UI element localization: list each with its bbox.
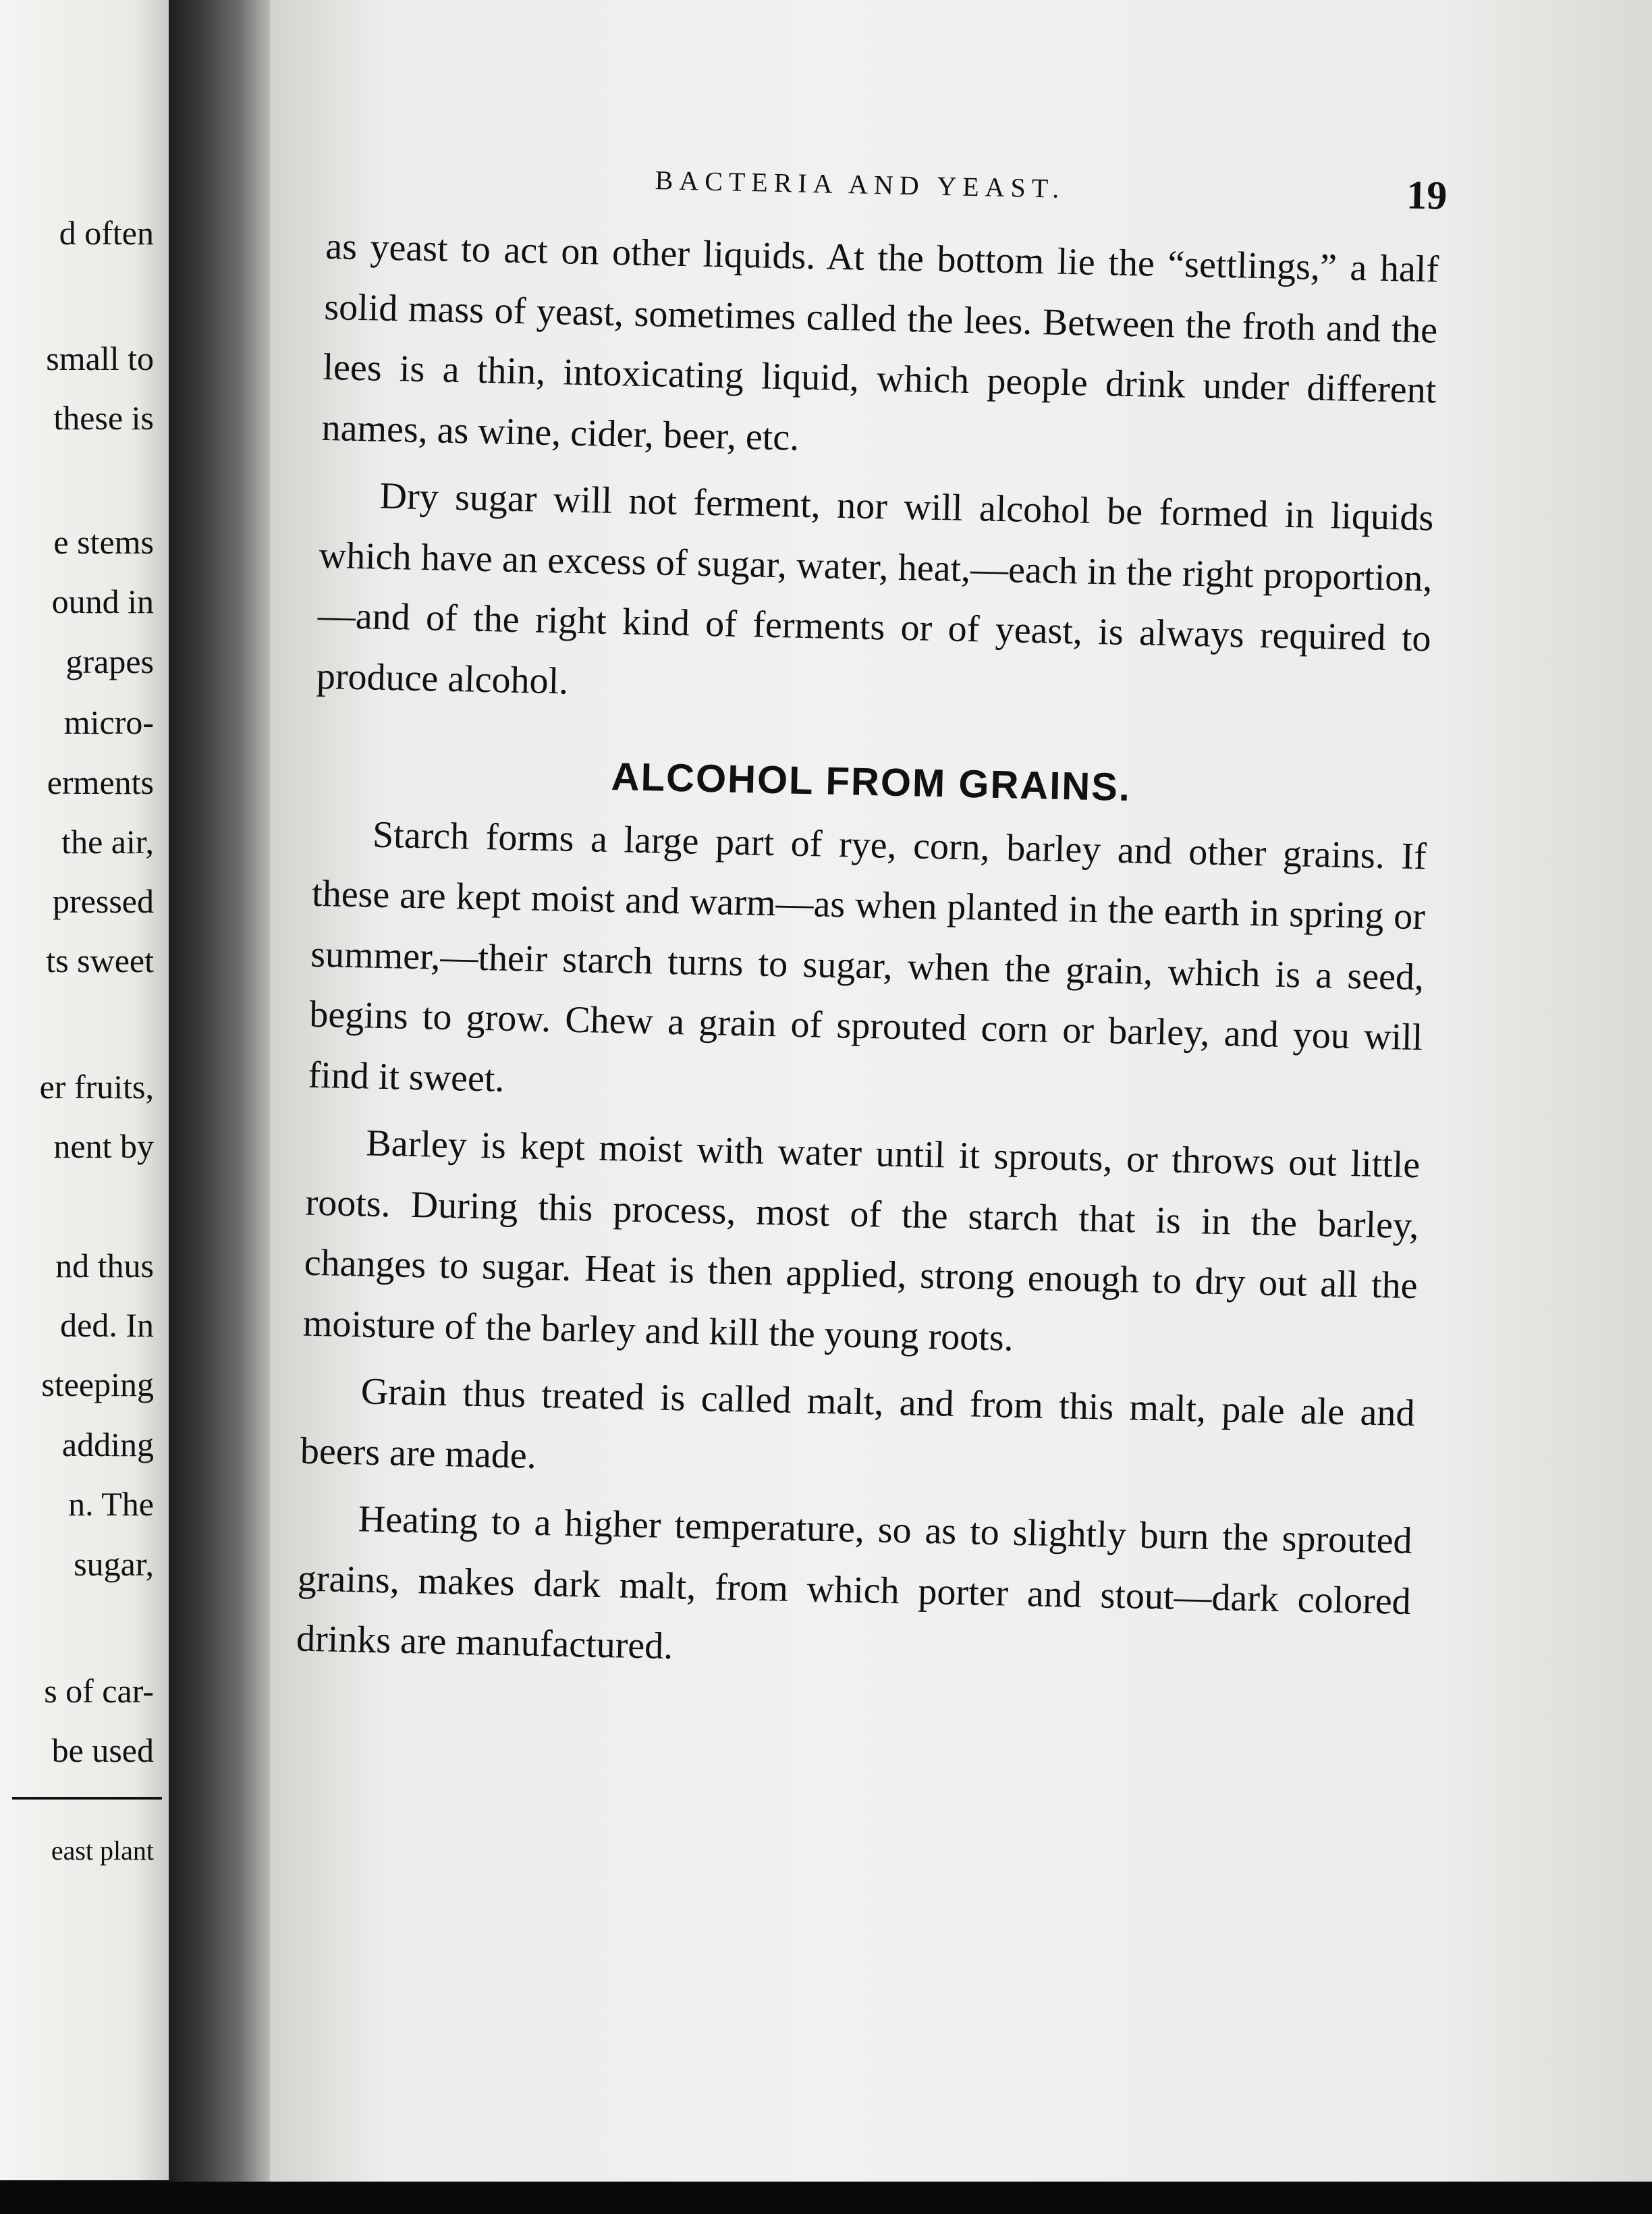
left-line: s of car- <box>44 1672 154 1710</box>
page-number: 19 <box>1406 172 1448 218</box>
left-line: be used <box>51 1731 154 1769</box>
paragraph: Grain thus treated is called malt, and from this malt, pale ale and beers are made. <box>300 1370 1416 1477</box>
footnote-fragment: east plant <box>51 1835 154 1866</box>
left-line: ded. In <box>60 1306 154 1344</box>
left-line: n. The <box>68 1485 154 1523</box>
left-line: ound in <box>51 583 154 620</box>
left-line: these is <box>53 399 154 437</box>
left-line: small to <box>46 340 154 377</box>
left-line: nd thus <box>55 1247 154 1285</box>
left-line: er fruits, <box>39 1068 154 1106</box>
left-line: micro- <box>63 703 154 741</box>
running-head-title: BACTERIA AND YEAST. <box>655 165 1066 204</box>
section-heading: ALCOHOL FROM GRAINS. <box>611 755 1132 810</box>
left-line: adding <box>61 1426 154 1463</box>
paragraph: Dry sugar will not ferment, nor will alcohol be formed in liquids which have an excess of sugar, water, heat,—each in the right proportion,—and of the right kind of ferments or of yeast, is always required to produce alcohol. <box>316 475 1434 703</box>
left-line: steeping <box>41 1366 154 1403</box>
previous-page-fragment <box>0 0 169 2180</box>
left-line: pressed <box>53 882 154 920</box>
paragraph: as yeast to act on other liquids. At the bottom lie the “settlings,” a half solid mass of yeast, sometimes called the lees. Between the froth and the lees is a thin, intoxicating liquid, which people drink under different names, as wine, cider, beer, etc. <box>321 225 1439 459</box>
body-text <box>296 217 1439 1700</box>
left-line: grapes <box>65 643 154 680</box>
left-line: nent by <box>53 1127 154 1165</box>
left-line: sugar, <box>74 1545 154 1583</box>
left-line: ts sweet <box>46 942 154 979</box>
scan-bottom-edge <box>0 2182 1652 2214</box>
left-line: the air, <box>61 823 154 861</box>
paragraph: Heating to a higher temperature, so as to slightly burn the sprouted grains, makes dark malt, from which porter and stout—dark colored drinks are manufactured. <box>296 1498 1413 1668</box>
left-line: d often <box>59 214 154 252</box>
paragraph: Starch forms a large part of rye, corn, barley and other grains. If these are kept moist and warm—as when planted in the earth in spring or summer,—their starch turns to sugar, when the grain, which is a seed, begins to grow. Chew a grain of sprouted corn or barley, and you will find it sweet. <box>308 813 1427 1100</box>
page-content <box>270 0 1448 2184</box>
paragraph: Barley is kept moist with water until it sprouts, or throws out little roots. During this process, most of the starch that is in the barley, changes to sugar. Heat is then applied, strong enough to dry out all the moisture of the barley and kill the young roots. <box>302 1122 1421 1359</box>
footnote-rule <box>12 1797 162 1800</box>
book-gutter-shadow <box>169 0 270 2194</box>
left-line: erments <box>47 763 154 801</box>
left-line: e stems <box>53 523 154 561</box>
page <box>270 0 1652 2184</box>
